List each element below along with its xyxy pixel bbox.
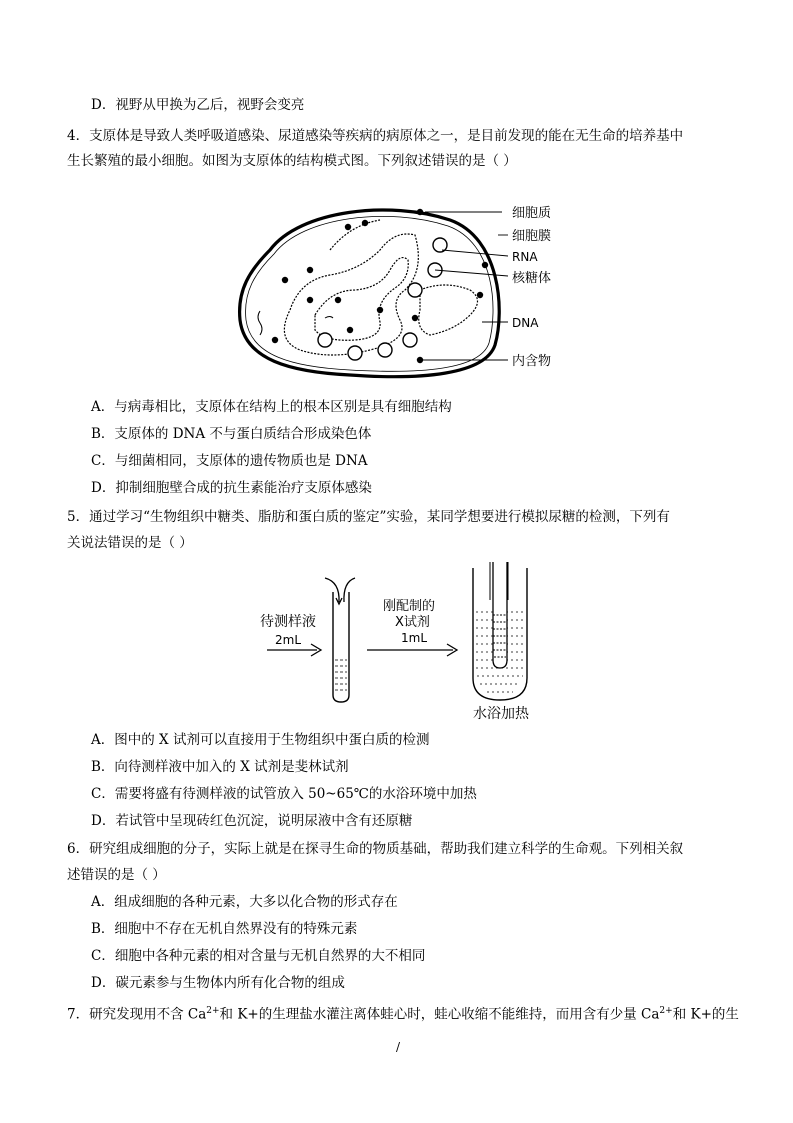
- label-reagent-volume: 1mL: [401, 631, 428, 645]
- mycoplasma-diagram: [230, 190, 590, 390]
- label-inclusion: 内含物: [512, 354, 552, 369]
- q5-option-d: D．若试管中呈现砖红色沉淀，说明尿液中含有还原糖: [91, 813, 413, 829]
- q7-text-pre: 7．研究发现用不含 Ca: [67, 1006, 207, 1023]
- q7-stem-line1: [67, 1002, 739, 1024]
- q6-stem-line1: 6．研究组成细胞的分子，实际上就是在探寻生命的物质基础，帮助我们建立科学的生命观。下列相关叙: [67, 841, 684, 857]
- q5-option-c: C．需要将盛有待测样液的试管放入 50~65℃的水浴环境中加热: [91, 786, 477, 802]
- q4-stem-line1: 4．支原体是导致人类呼吸道感染、尿道感染等疾病的病原体之一，是目前发现的能在无生命的培养基中: [67, 128, 684, 144]
- label-reagent-line2: X试剂: [395, 615, 430, 630]
- label-rna: RNA: [512, 250, 538, 264]
- q5-option-a: A．图中的 X 试剂可以直接用于生物组织中蛋白质的检测: [91, 732, 430, 748]
- q4-option-b: B．支原体的 DNA 不与蛋白质结合形成染色体: [91, 426, 372, 442]
- q6-option-c: C．细胞中各种元素的相对含量与无机自然界的大不相同: [91, 948, 426, 964]
- q7-sup1: 2+: [206, 1006, 220, 1016]
- label-cytoplasm: 细胞质: [512, 206, 552, 221]
- q3-option-d: D．视野从甲换为乙后，视野会变亮: [91, 97, 305, 113]
- q6-option-a: A．组成细胞的各种元素，大多以化合物的形式存在: [91, 894, 398, 910]
- q7-text-mid: 和 K+的生理盐水灌注离体蛙心时，蛙心收缩不能维持，而用含有少量 Ca: [219, 1006, 660, 1023]
- test-tube-diagram: [255, 560, 545, 725]
- q4-option-d: D．抑制细胞壁合成的抗生素能治疗支原体感染: [91, 480, 372, 496]
- q7-text-post: 和 K+的生: [672, 1006, 739, 1023]
- label-ribosome: 核糖体: [512, 271, 552, 286]
- label-dna: DNA: [512, 316, 539, 330]
- q6-option-b: B．细胞中不存在无机自然界没有的特殊元素: [91, 921, 358, 937]
- q5-stem-line1: 5．通过学习“生物组织中糖类、脂肪和蛋白质的鉴定”实验，某同学想要进行模拟尿糖的检测，下列有: [67, 509, 670, 525]
- label-sample: 待测样液: [260, 614, 316, 630]
- q5-option-b: B．向待测样液中加入的 X 试剂是斐林试剂: [91, 759, 349, 775]
- q6-stem-line2: 述错误的是（ ）: [67, 867, 166, 883]
- label-sample-volume: 2mL: [275, 633, 302, 647]
- q4-stem-line2: 生长繁殖的最小细胞。如图为支原体的结构模式图。下列叙述错误的是（ ）: [67, 153, 517, 169]
- label-membrane: 细胞膜: [512, 229, 552, 244]
- label-reagent-line1: 刚配制的: [383, 599, 436, 614]
- q4-option-c: C．与细菌相同，支原体的遗传物质也是 DNA: [91, 453, 368, 469]
- label-water-bath: 水浴加热: [473, 706, 529, 722]
- q6-option-d: D．碳元素参与生物体内所有化合物的组成: [91, 975, 345, 991]
- q7-sup2: 2+: [659, 1006, 673, 1016]
- page-footer: /: [396, 1040, 401, 1054]
- q5-stem-line2: 关说法错误的是（ ）: [67, 535, 193, 551]
- q4-option-a: A．与病毒相比，支原体在结构上的根本区别是具有细胞结构: [91, 399, 452, 415]
